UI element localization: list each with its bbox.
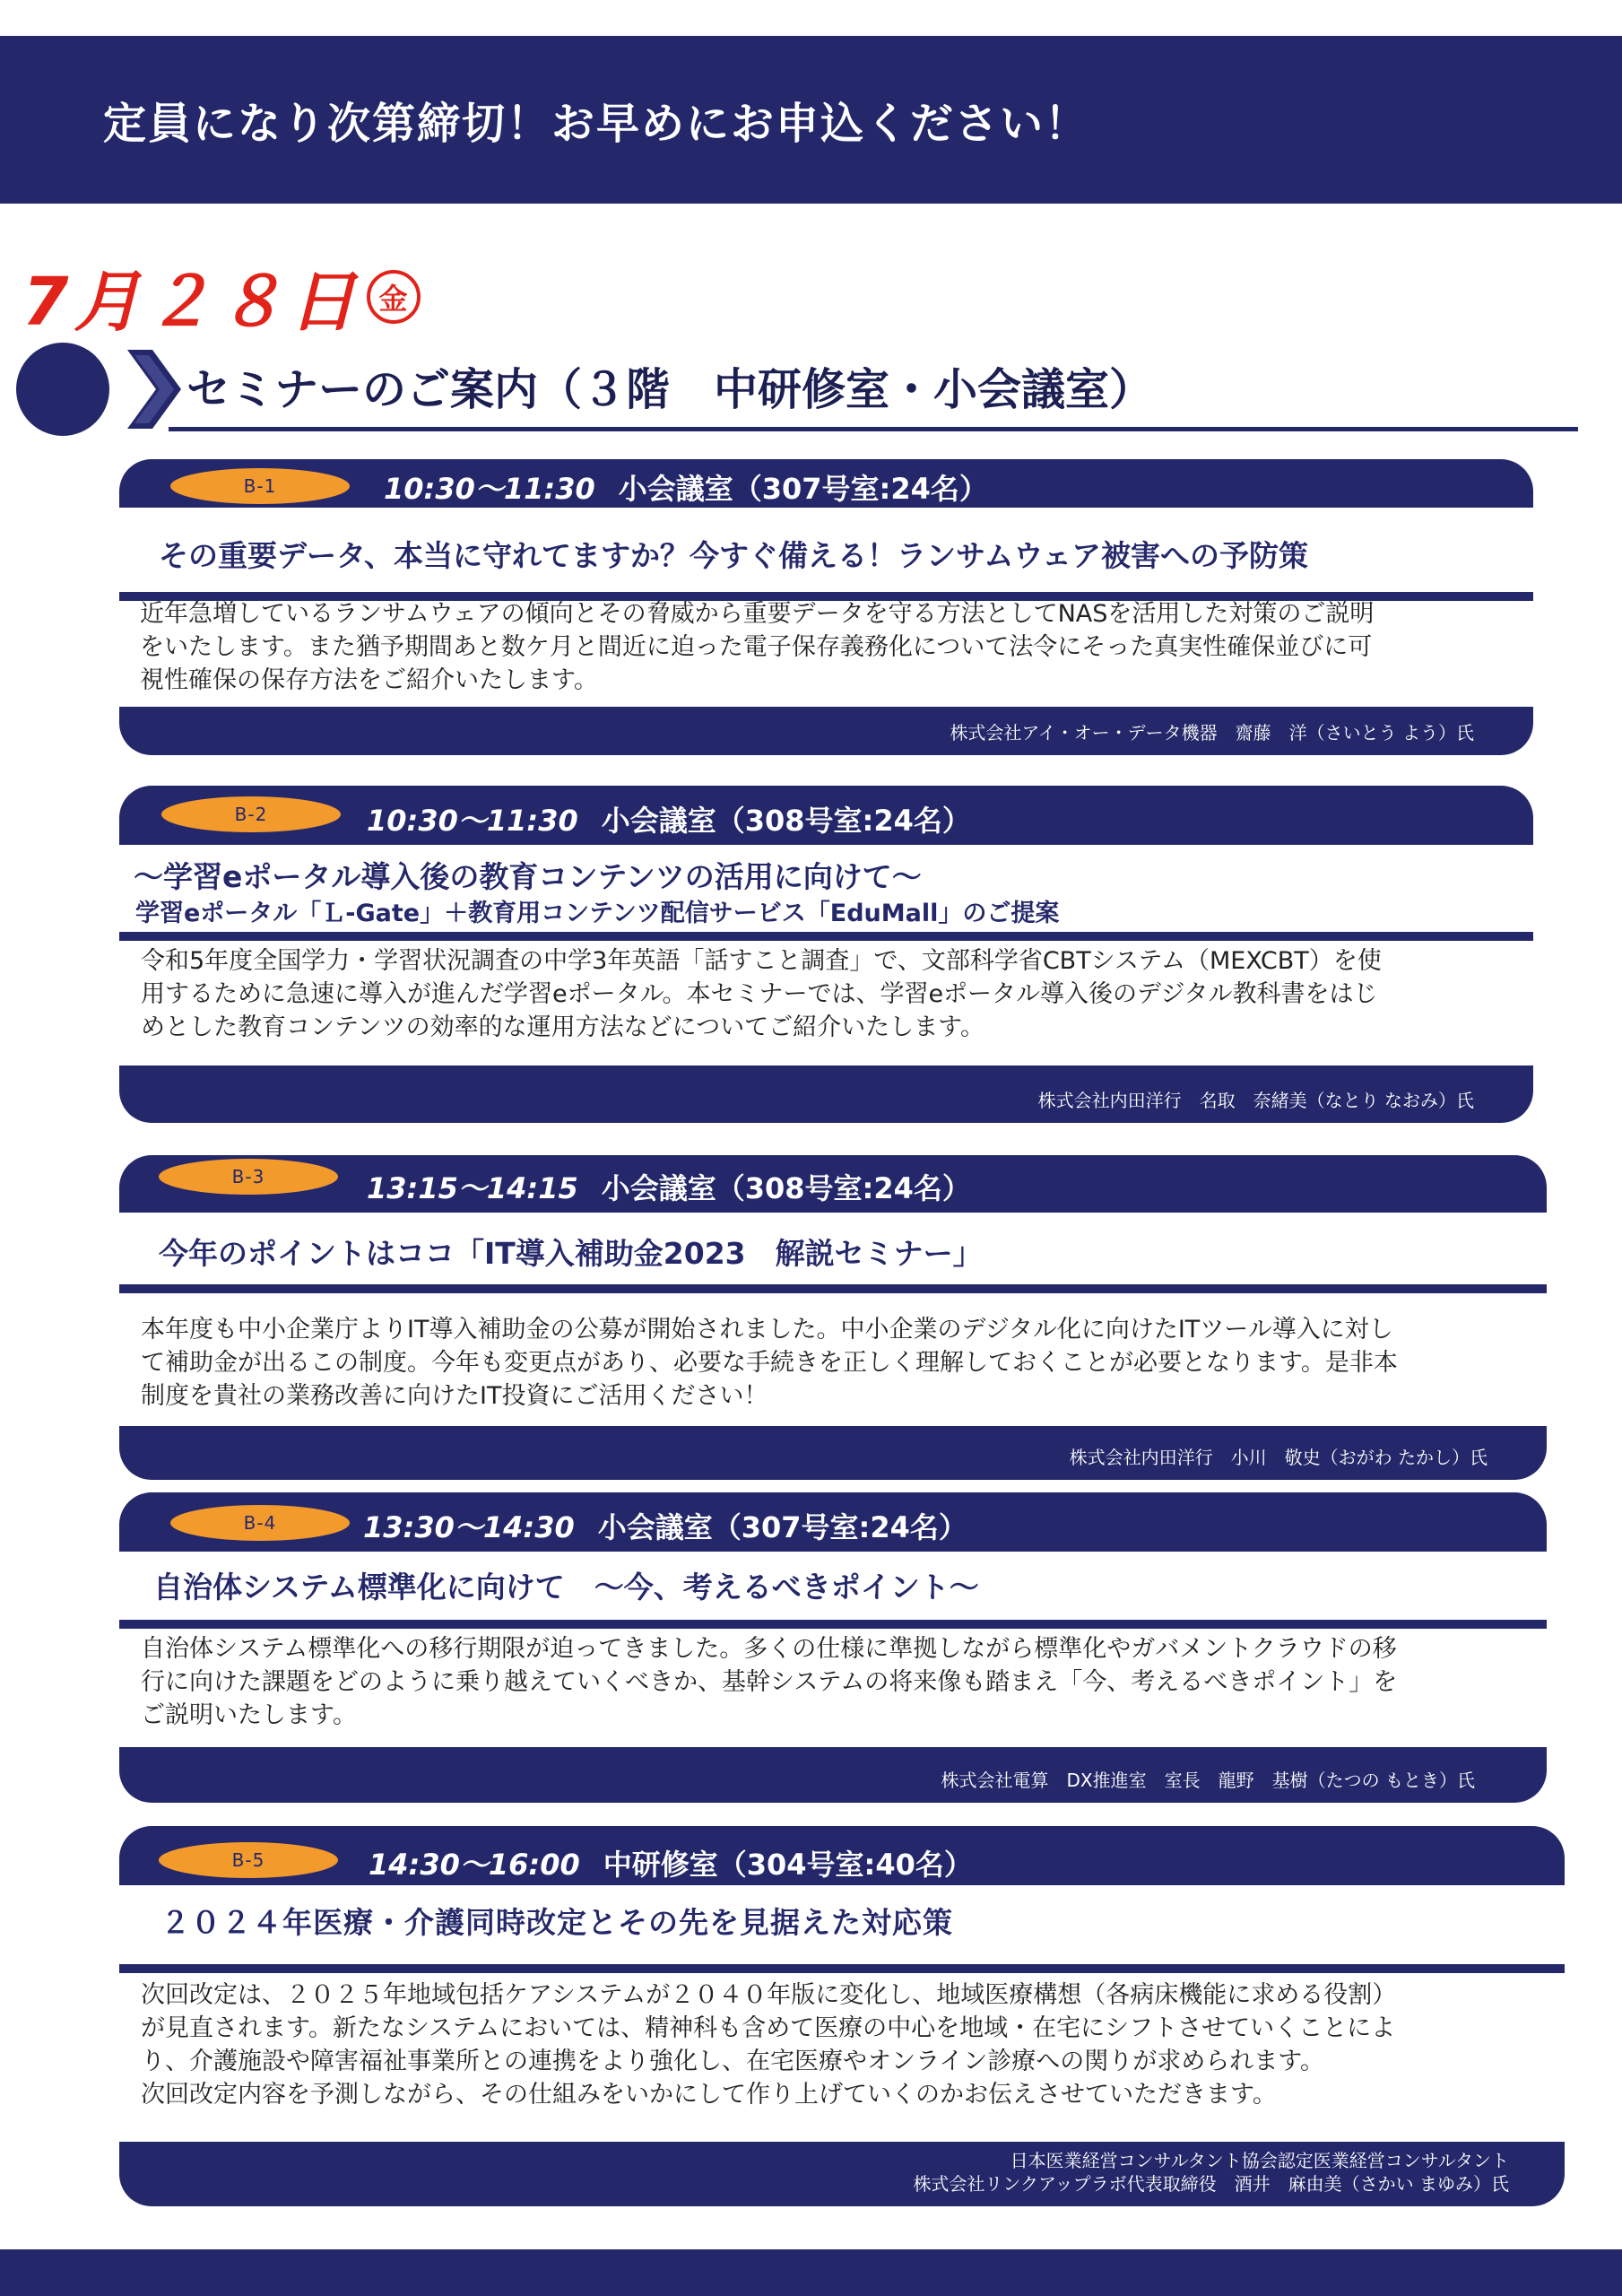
section-title: セミナーのご案内（３階 中研修室・小会議室） (186, 364, 1154, 415)
session-time (384, 466, 988, 508)
event-date (22, 249, 421, 344)
session-footer (119, 707, 1533, 755)
separator-line (119, 1964, 1565, 1973)
session-time (363, 1505, 967, 1546)
session-title: ２０２４年医療・介護同時改定とその先を見据えた対応策 (160, 1905, 953, 1940)
footer-bar (0, 2249, 1622, 2296)
room-text: 中研修室（304号室:40名） (603, 1848, 973, 1882)
room-text: 小会議室（308号室:24名） (601, 804, 971, 838)
speaker-affiliation: 日本医業経営コンサルタント協会認定医業経営コンサルタント (1010, 2150, 1509, 2171)
description-line: 用するために急速に導入が進んだ学習eポータル。本セミナーでは、学習eポータル導入後のデジタル教科書をはじ (141, 980, 1378, 1008)
description-line: 自治体システム標準化への移行期限が迫ってきました。多くの仕様に準拠しながら標準化やガバメントクラウドの移 (141, 1635, 1397, 1663)
session-time (369, 1842, 973, 1883)
weekday-circle: 金 (367, 270, 421, 324)
description-line: めとした教育コンテンツの効率的な運用方法などについてご紹介いたします。 (141, 1013, 984, 1041)
description-line: 次回改定は、２０２５年地域包括ケアシステムが２０４０年版に変化し、地域医療構想（各病床機能に求める役割） (141, 1981, 1397, 2009)
session-code-badge: B-3 (159, 1159, 338, 1195)
session-code-badge: B-4 (170, 1505, 350, 1541)
speaker-name: 株式会社内田洋行 名取 奈緒美（なとり なおみ）氏 (1037, 1090, 1474, 1111)
session-code-badge: B-5 (159, 1842, 338, 1878)
session-card-b3 (119, 1155, 1547, 1480)
session-card-b2 (119, 786, 1533, 1123)
chevron-right-icon (122, 346, 185, 432)
description-line: 次回改定内容を予測しながら、その仕組みをいかにして作り上げていくのかお伝えさせていただきます。 (141, 2081, 1277, 2109)
session-description (141, 1632, 1397, 1732)
session-description (140, 597, 1374, 697)
session-footer (119, 1426, 1547, 1480)
time-text: 10:30～11:30 (384, 472, 595, 506)
description-line: が見直されます。新たなシステムにおいては、精神科も含めて医療の中心を地域・在宅にシフトさせていくことによ (141, 2014, 1396, 2042)
session-title: 今年のポイントはココ「IT導入補助金2023 解説セミナー」 (159, 1236, 983, 1271)
session-title: ～学習eポータル導入後の教育コンテンツの活用に向けて～ (134, 859, 922, 894)
room-text: 小会議室（308号室:24名） (601, 1171, 971, 1205)
session-footer (119, 1747, 1547, 1803)
session-title: その重要データ、本当に守れてますか？今すぐ備える！ランサムウェア被害への予防策 (159, 538, 1309, 573)
session-code-badge: B-1 (170, 468, 350, 504)
description-line: 視性確保の保存方法をご紹介いたします。 (140, 666, 598, 694)
session-subtitle: 学習eポータル「Ｌ-Gate」＋教育用コンテンツ配信サービス「EduMall」のご提案 (135, 900, 1060, 927)
time-text: 10:30～11:30 (367, 804, 578, 838)
time-text: 14:30～16:00 (369, 1848, 580, 1882)
speaker-name: 株式会社電算 DX推進室 室長 龍野 基樹（たつの もとき）氏 (941, 1770, 1475, 1791)
time-text: 13:15～14:15 (367, 1171, 578, 1205)
speaker-name: 株式会社内田洋行 小川 敬史（おがわ たかし）氏 (1069, 1447, 1488, 1468)
section-circle-icon (16, 343, 109, 436)
session-footer (119, 1065, 1533, 1123)
session-time (367, 798, 971, 839)
separator-line (119, 932, 1533, 941)
session-description (141, 944, 1382, 1044)
session-description (141, 1313, 1398, 1413)
session-title-area (119, 1213, 1547, 1284)
description-line: 制度を貴社の業務改善に向けたIT投資にご活用ください！ (141, 1382, 768, 1410)
description-line: て補助金が出るこの制度。今年も変更点があり、必要な手続きを正しく理解しておくことが必要となります。是非本 (141, 1349, 1398, 1377)
description-line: をいたします。また猶予期間あと数ケ月と間近に迫った電子保存義務化について法令にそった真実性確保並びに可 (140, 633, 1373, 661)
session-code-badge: B-2 (161, 796, 341, 832)
section-header (16, 341, 1576, 430)
room-text: 小会議室（307号室:24名） (618, 472, 988, 506)
session-time (367, 1166, 971, 1207)
session-title-area (119, 1885, 1565, 1964)
date-text: 7月２８日 (22, 264, 361, 341)
session-title-area (119, 1552, 1547, 1620)
time-text: 13:30～14:30 (363, 1510, 575, 1544)
speaker-name: 株式会社リンクアップラボ代表取締役 酒井 麻由美（さかい まゆみ）氏 (913, 2173, 1509, 2195)
banner-text: 定員になり次第締切！お早めにお申込ください！ (103, 99, 1090, 149)
session-title: 自治体システム標準化に向けて ～今、考えるべきポイント～ (153, 1570, 979, 1605)
session-description (141, 1979, 1396, 2111)
description-line: 令和5年度全国学力・学習状況調査の中学3年英語「話すこと調査」で、文部科学省CBTシステム（MEXCBT）を使 (141, 947, 1382, 975)
session-footer (119, 2142, 1565, 2206)
room-text: 小会議室（307号室:24名） (597, 1510, 967, 1544)
description-line: 近年急増しているランサムウェアの傾向とその脅威から重要データを守る方法としてNASを活用した対策のご説明 (140, 600, 1375, 628)
session-title-area (119, 508, 1533, 592)
speaker-name: 株式会社アイ・オー・データ機器 齋藤 洋（さいとう よう）氏 (950, 722, 1474, 744)
top-banner (0, 36, 1622, 204)
description-line: 本年度も中小企業庁よりIT導入補助金の公募が開始されました。中小企業のデジタル化に向けたITツール導入に対し (141, 1316, 1393, 1344)
description-line: ご説明いたします。 (141, 1701, 357, 1729)
section-divider (169, 427, 1578, 431)
session-card-b1 (119, 459, 1533, 755)
session-card-b4 (119, 1492, 1547, 1803)
session-card-b5 (119, 1826, 1565, 2206)
session-title-area (119, 845, 1533, 932)
description-line: 行に向けた課題をどのように乗り越えていくべきか、基幹システムの将来像も踏まえ「今、考えるべきポイント」を (141, 1668, 1398, 1696)
separator-line (119, 1620, 1547, 1629)
description-line: り、介護施設や障害福祉事業所との連携をより強化し、在宅医療やオンライン診療への関りが求められます。 (141, 2048, 1325, 2075)
separator-line (119, 1284, 1547, 1293)
